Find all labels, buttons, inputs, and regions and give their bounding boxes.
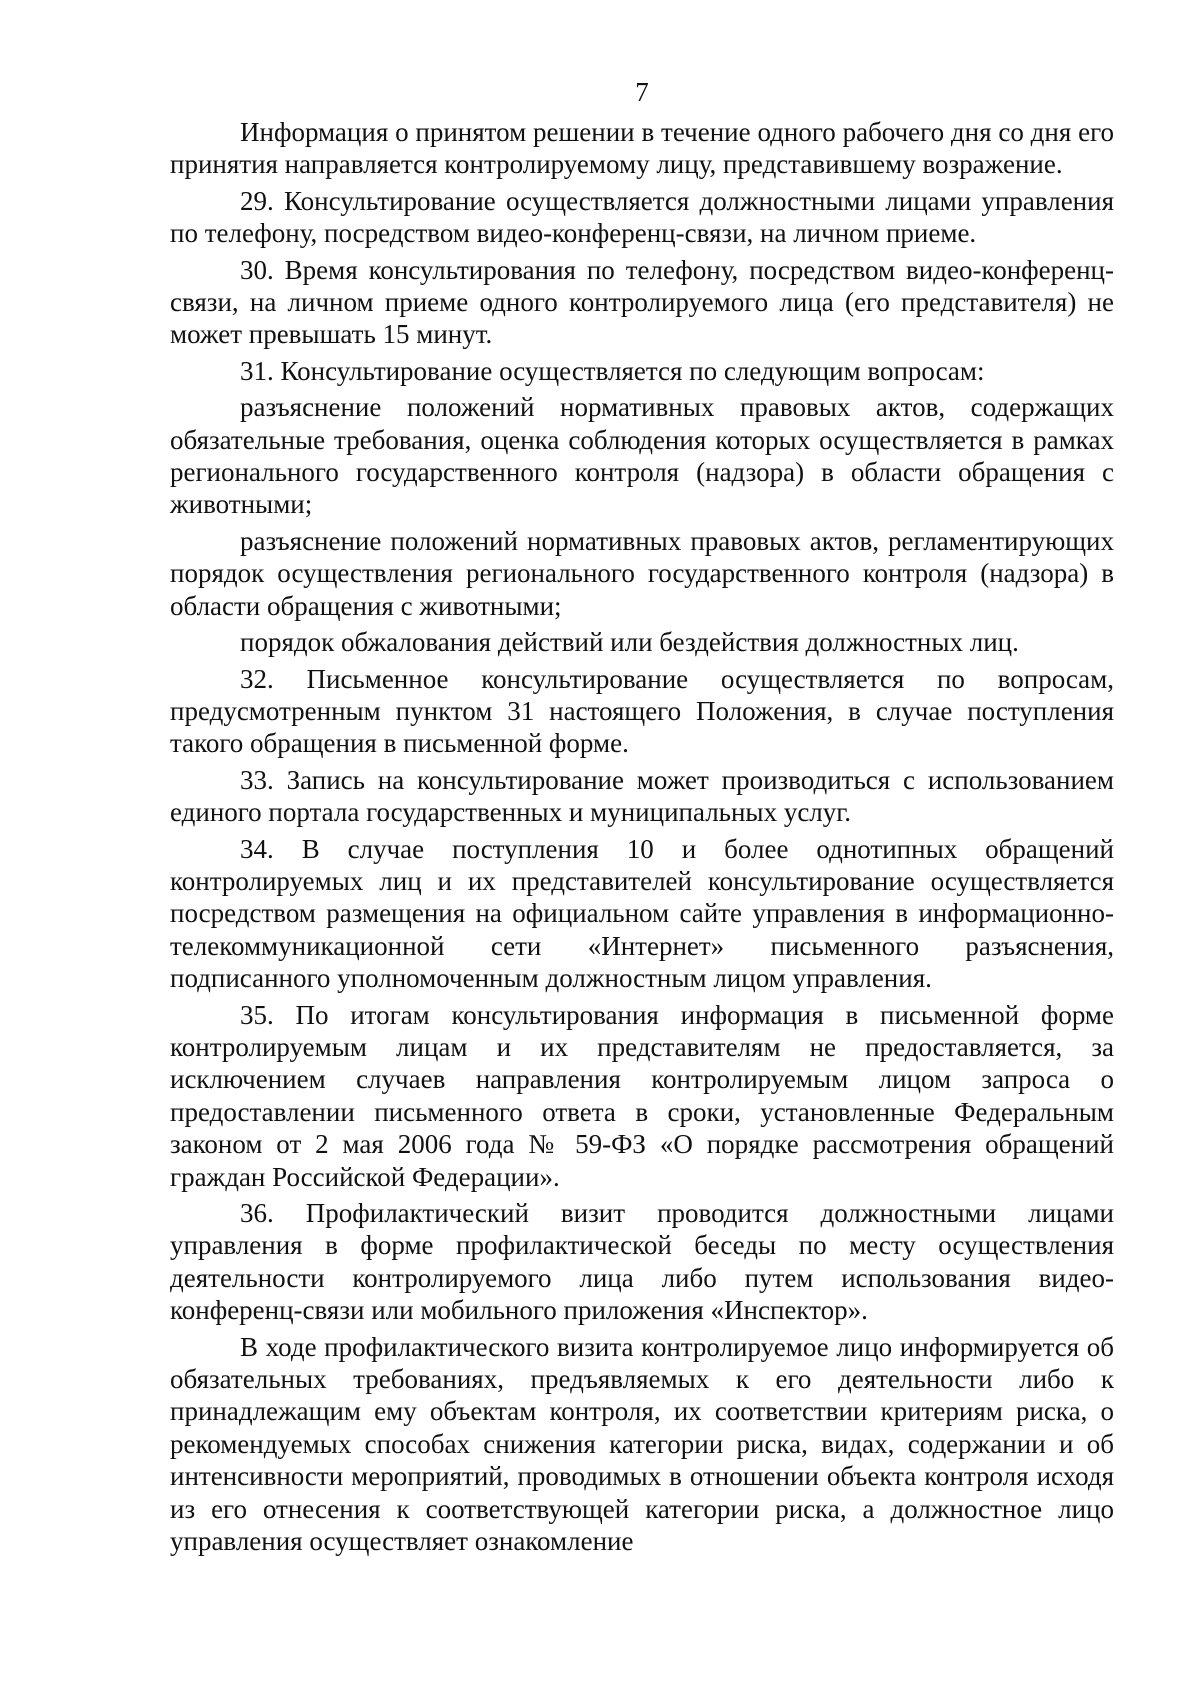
paragraph-31-item-2: разъяснение положений нормативных правовых актов, регламентирующих порядок осуществления регионального государственного контроля (надзора) в области обращения с животными; <box>170 525 1114 621</box>
paragraph-decision-info: Информация о принятом решении в течение одного рабочего дня со дня его принятия направляется контролируемому лицу, представившему возражение. <box>170 117 1114 180</box>
paragraph-34: 34. В случае поступления 10 и более однотипных обращений контролируемых лиц и их представителей консультирование осуществляется посредством размещения на официальном сайте управления в информационно-телекоммуникационной сети «Интернет» письменного разъяснения, подписанного уполномоченным должностным лицом управления. <box>170 833 1114 994</box>
paragraph-31: 31. Консультирование осуществляется по следующим вопросам: <box>240 355 985 386</box>
paragraph-32: 32. Письменное консультирование осуществляется по вопросам, предусмотренным пунктом 31 настоящего Положения, в случае поступления такого обращения в письменной форме. <box>170 663 1114 759</box>
page-number: 7 <box>635 77 649 107</box>
paragraph-31-item-1: разъяснение положений нормативных правовых актов, содержащих обязательные требования, оценка соблюдения которых осуществляется в рамках регионального государственного контроля (надзора) в области обращения с животными; <box>170 392 1114 520</box>
paragraph-30: 30. Время консультирования по телефону, посредством видео-конференц-связи, на личном приеме одного контролируемого лица (его представителя) не может превышать 15 минут. <box>170 254 1114 350</box>
paragraph-33: 33. Запись на консультирование может производиться с использованием единого портала государственных и муниципальных услуг. <box>170 764 1114 828</box>
paragraph-36: 36. Профилактический визит проводится должностными лицами управления в форме профилактической беседы по месту осуществления деятельности контролируемого лица либо путем использования видео-конференц-связи или мобильного приложения «Инспектор». <box>170 1198 1114 1326</box>
paragraph-35: 35. По итогам консультирования информация в письменной форме контролируемым лицам и их представителям не предоставляется, за исключением случаев направления контролируемым лицом запроса о предоставлении письменного ответа в сроки, установленные Федеральным законом от 2 мая 2006 года № 59-ФЗ «О порядке рассмотрения обращений граждан Российской Федерации». <box>170 999 1114 1192</box>
paragraph-visit-details: В ходе профилактического визита контролируемое лицо информируется об обязательных требованиях, предъявляемых к его деятельности либо к принадлежащим ему объектам контроля, их соответствии критериям риска, о рекомендуемых способах снижения категории риска, видах, содержании и об интенсивности мероприятий, проводимых в отношении объекта контроля исходя из его отнесения к соответствующей категории риска, а должностное лицо управления осуществляет ознакомление <box>170 1331 1114 1557</box>
paragraph-31-item-3: порядок обжалования действий или бездействия должностных лиц. <box>240 627 1019 658</box>
paragraph-29: 29. Консультирование осуществляется должностными лицами управления по телефону, посредством видео-конференц-связи, на личном приеме. <box>170 185 1114 249</box>
